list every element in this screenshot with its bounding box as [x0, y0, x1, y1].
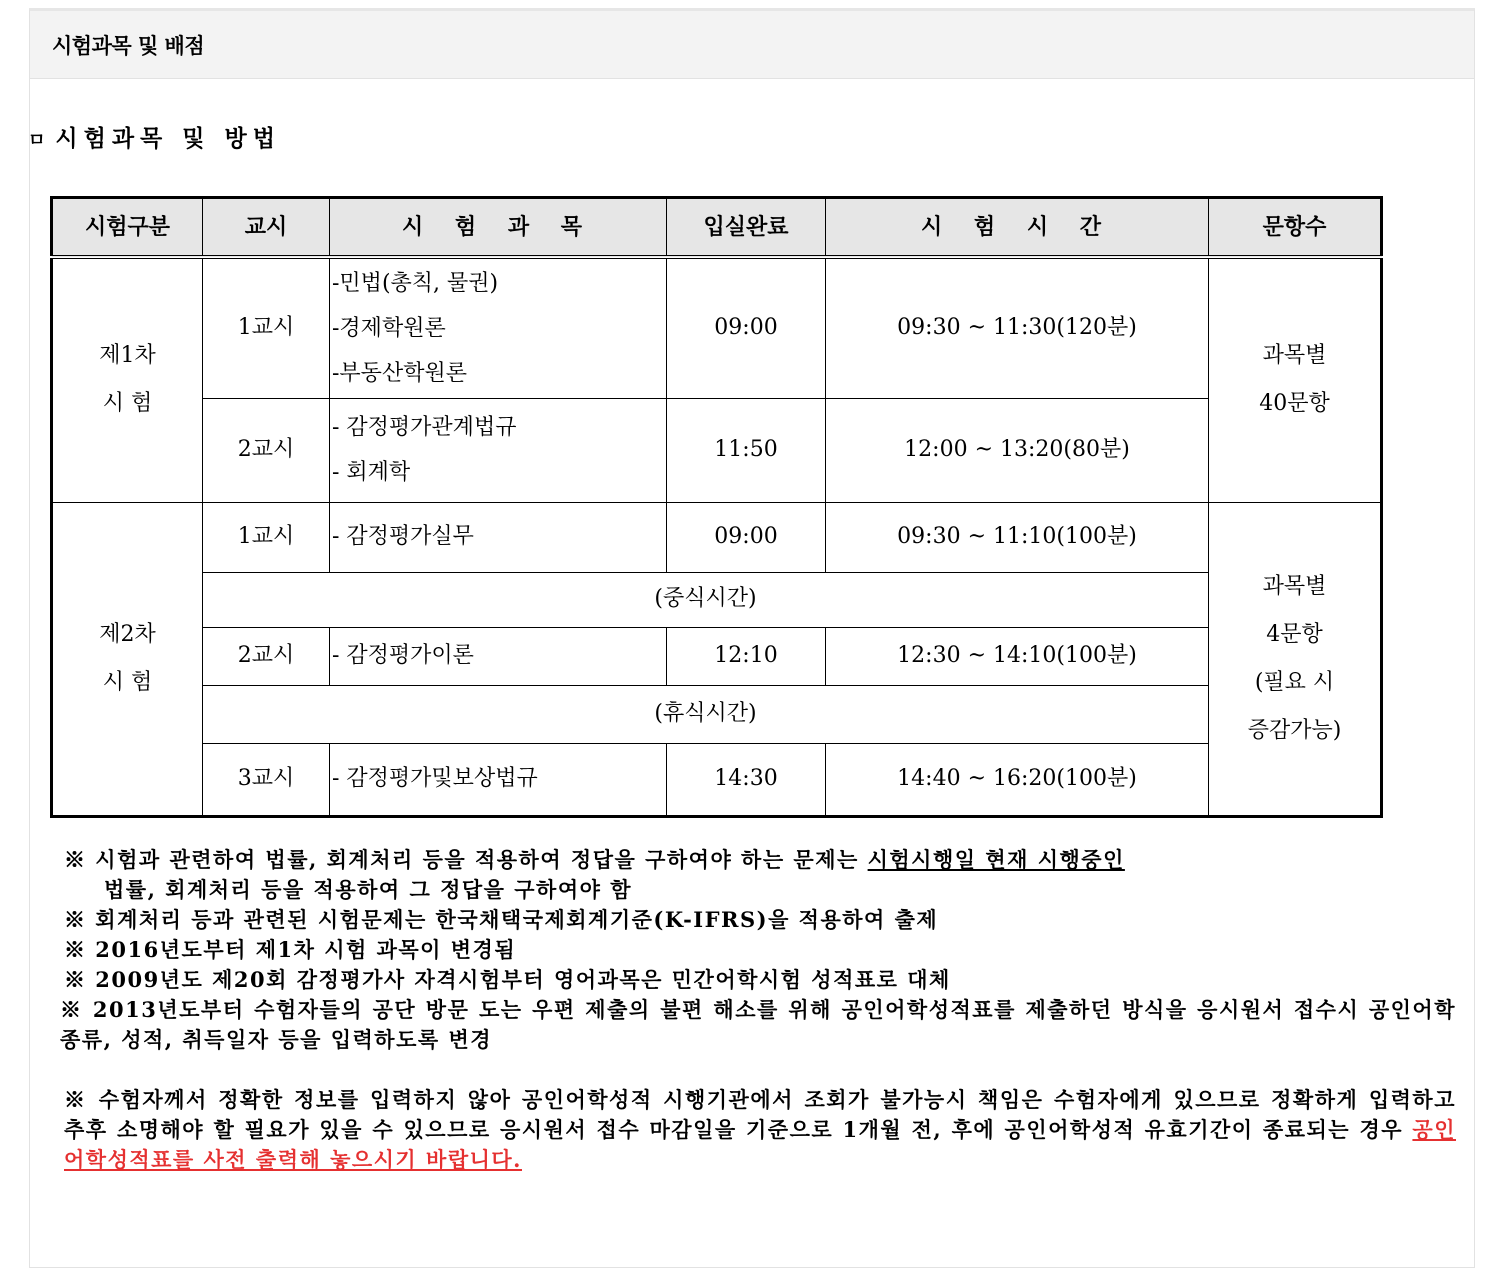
subject-item: -경제학원론 [332, 315, 446, 341]
panel-header [30, 11, 1474, 79]
label-line: 시 험 [102, 669, 153, 695]
label-line: 제1차 [99, 343, 156, 369]
count-line: 과목별 [1262, 573, 1327, 599]
note-warning [64, 1085, 1456, 1175]
note-kifrs: ※ 회계처리 등과 관련된 시험문제는 한국채택국제회계기준(K-IFRS)을 적용하여 출제 [64, 907, 939, 932]
entry-cell: 09:00 [667, 257, 826, 398]
note-text: 법률, 회계처리 등을 적용하여 그 정답을 구하여야 함 [104, 877, 632, 902]
entry-cell: 09:00 [667, 502, 826, 572]
table-row [52, 572, 1382, 627]
subject-cell [330, 257, 667, 398]
table-row [52, 398, 1382, 502]
time-cell: 12:00 ~ 13:20(80분) [826, 398, 1209, 502]
subject-item: - 회계학 [332, 460, 411, 485]
count-line: 4문항 [1266, 621, 1323, 647]
time-cell: 14:40 ~ 16:20(100분) [826, 743, 1209, 816]
period-cell: 2교시 [203, 398, 330, 502]
first-count-cell [1209, 257, 1382, 502]
panel-title: 시험과목 및 배점 [52, 34, 205, 58]
time-cell: 09:30 ~ 11:10(100분) [826, 502, 1209, 572]
second-count-cell [1209, 502, 1382, 816]
table-row [52, 502, 1382, 572]
header-subject: 시 험 과 목 [330, 198, 667, 258]
header-time: 시 험 시 간 [826, 198, 1209, 258]
count-line: 과목별 [1262, 343, 1327, 369]
section-heading-text: 시험과목 및 방법 [55, 125, 281, 152]
note-subject-change: ※ 2016년도부터 제1차 시험 과목이 변경됨 [64, 937, 517, 962]
subject-item: -민법(총칙, 물권) [332, 270, 499, 296]
section-heading [28, 120, 281, 153]
label-line: 제2차 [99, 621, 156, 647]
spacer [64, 1055, 1456, 1085]
subject-item: -부동산학원론 [332, 360, 467, 386]
time-cell: 12:30 ~ 14:10(100분) [826, 627, 1209, 685]
square-bullet-icon: ㅁ [28, 130, 46, 151]
subject-cell [330, 398, 667, 502]
period-cell: 1교시 [203, 502, 330, 572]
table-row [52, 257, 1382, 398]
entry-cell: 14:30 [667, 743, 826, 816]
note-text: ※ 수험자께서 정확한 정보를 입력하지 않아 공인어학성적 시행기관에서 조회가 불가능시 책임은 수험자에게 있으므로 정확하게 입력하고 추후 소명해야 할 필요가 있을 수 있으므로 응시원서 접수 마감일을 기준으로 1개월 전, 후에 공인어학성적 유효기간이 종료되는 경우 [64, 1087, 1456, 1142]
table-row [52, 685, 1382, 743]
note-underlined-text: 시험시행일 현재 시행중인 [867, 847, 1125, 872]
notes-section [60, 845, 1456, 1175]
lunch-break-cell: (중식시간) [203, 572, 1209, 627]
header-period: 교시 [203, 198, 330, 258]
table-row [52, 743, 1382, 816]
header-count: 문항수 [1209, 198, 1382, 258]
period-cell: 1교시 [203, 257, 330, 398]
exam-schedule-table [50, 196, 1383, 818]
subject-cell: - 감정평가및보상법규 [330, 743, 667, 816]
entry-cell: 12:10 [667, 627, 826, 685]
period-cell: 2교시 [203, 627, 330, 685]
subject-cell: - 감정평가이론 [330, 627, 667, 685]
note-language-score: ※ 2013년도부터 수험자들의 공단 방문 도는 우편 제출의 불편 해소를 위해 공인어학성적표를 제출하던 방식을 응시원서 접수시 공인어학종류, 성적, 취득일자 등을 입력하도록 변경 [60, 997, 1456, 1052]
label-line: 시 험 [102, 391, 153, 417]
time-cell: 09:30 ~ 11:30(120분) [826, 257, 1209, 398]
subject-cell: - 감정평가실무 [330, 502, 667, 572]
second-exam-label [52, 502, 203, 816]
period-cell: 3교시 [203, 743, 330, 816]
header-category: 시험구분 [52, 198, 203, 258]
note-law-application [64, 845, 1456, 905]
count-line: 40문항 [1259, 391, 1330, 417]
note-text: ※ 시험과 관련하여 법률, 회계처리 등을 적용하여 정답을 구하여야 하는 문제는 [64, 847, 868, 872]
table-header-row [52, 198, 1382, 258]
count-line: (필요 시 [1254, 669, 1335, 695]
note-english-replacement: ※ 2009년도 제20회 감정평가사 자격시험부터 영어과목은 민간어학시험 성적표로 대체 [64, 967, 951, 992]
first-exam-label [52, 257, 203, 502]
table-row [52, 627, 1382, 685]
rest-break-cell: (휴식시간) [203, 685, 1209, 743]
warning-text: 공인어학성적표를 사전 출력해 놓으시기 바랍니다. [64, 1117, 1456, 1172]
entry-cell: 11:50 [667, 398, 826, 502]
count-line: 증감가능) [1247, 717, 1342, 743]
subject-item: - 감정평가관계법규 [332, 415, 517, 440]
header-entry: 입실완료 [667, 198, 826, 258]
